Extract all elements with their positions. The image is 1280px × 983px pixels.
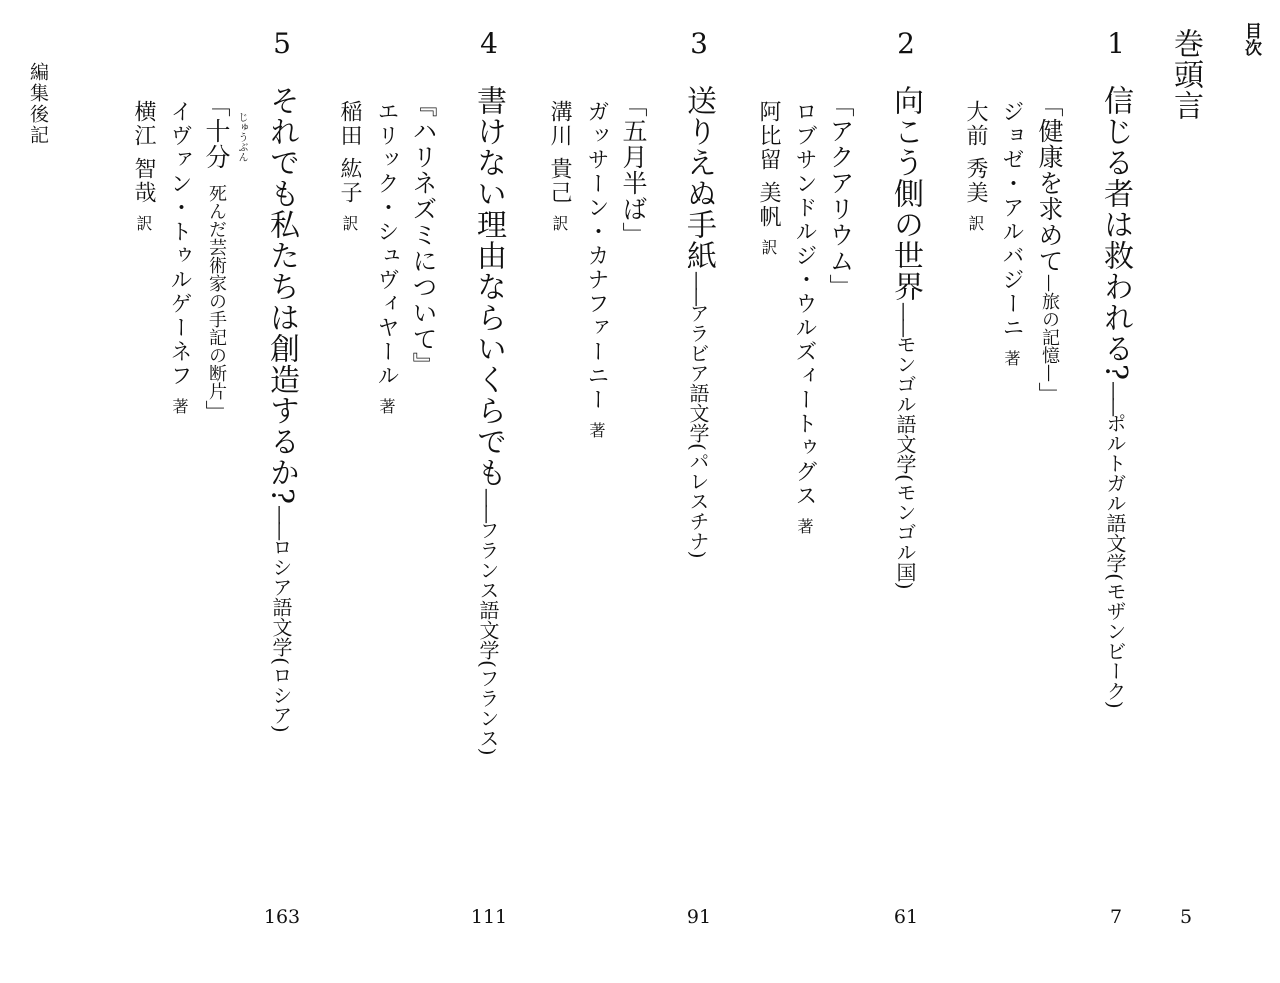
chapter-1-dash: —— bbox=[1103, 381, 1127, 414]
chapter-1-story-close: 」 bbox=[1035, 382, 1064, 408]
chapter-2-translator-role: 訳 bbox=[759, 239, 778, 255]
chapter-5-page-number: 163 bbox=[263, 906, 301, 928]
chapter-3-page-number: 91 bbox=[686, 906, 712, 928]
chapter-1-story-title[interactable] bbox=[1037, 92, 1062, 408]
chapter-4-author-role: 著 bbox=[377, 398, 396, 414]
chapter-5-translator bbox=[132, 100, 154, 231]
chapter-1-title: 信じる者は救われる? bbox=[1098, 85, 1133, 382]
chapter-5-number: 5 bbox=[273, 27, 291, 60]
chapter-5-dash: —— bbox=[269, 505, 293, 538]
chapter-5-translator-role: 訳 bbox=[134, 215, 153, 231]
chapter-5-story-open: 「 bbox=[202, 92, 231, 118]
chapter-1-language: ポルトガル語文学(モザンビーク) bbox=[1103, 413, 1127, 709]
chapter-3-heading[interactable] bbox=[681, 85, 716, 559]
chapter-1-translator bbox=[964, 100, 986, 231]
chapter-1-author-role: 著 bbox=[1002, 350, 1021, 366]
chapter-5-author-role: 著 bbox=[170, 398, 189, 414]
chapter-1-author-name: ジョゼ・アルバジーニ bbox=[999, 100, 1024, 340]
chapter-4-page-number: 111 bbox=[470, 906, 508, 928]
chapter-3-translator-role: 訳 bbox=[550, 215, 569, 231]
chapter-3-story-title[interactable]: 「五月半ば」 bbox=[619, 92, 648, 248]
chapter-4-language: フランス語文学(フランス) bbox=[476, 520, 500, 756]
chapter-2-page-number: 61 bbox=[893, 906, 919, 928]
chapter-3-author-role: 著 bbox=[587, 422, 606, 438]
chapter-5-heading[interactable] bbox=[264, 85, 299, 733]
chapter-3-language: アラビア語文学(パレスチナ) bbox=[686, 303, 710, 559]
chapter-2-author bbox=[793, 100, 815, 534]
chapter-2-language: モンゴル語文学(モンゴル国) bbox=[893, 334, 917, 590]
chapter-5-story-kanji: 十分 bbox=[202, 118, 231, 170]
afterword-title[interactable]: 編集後記 bbox=[27, 62, 49, 146]
chapter-2-number: 2 bbox=[897, 27, 915, 60]
chapter-2-title: 向こう側の世界 bbox=[888, 85, 923, 302]
chapter-5-author bbox=[168, 100, 190, 414]
chapter-4-translator-role: 訳 bbox=[340, 215, 359, 231]
chapter-2-story-title[interactable]: 「アクアリウム」 bbox=[826, 92, 855, 300]
chapter-3-dash: —— bbox=[686, 271, 710, 303]
chapter-1-translator-name: 大前 秀美 bbox=[963, 100, 988, 205]
front-matter-title[interactable]: 巻頭言 bbox=[1168, 28, 1203, 121]
chapter-5-story-title[interactable] bbox=[204, 92, 229, 426]
chapter-4-translator bbox=[338, 100, 360, 231]
chapter-3-number: 3 bbox=[690, 27, 708, 60]
chapter-5-story-close: 」 bbox=[202, 400, 231, 426]
chapter-4-number: 4 bbox=[480, 27, 498, 60]
chapter-4-author-name: エリック・シュヴィヤール bbox=[374, 100, 399, 388]
chapter-2-dash: —— bbox=[893, 302, 917, 334]
chapter-1-author bbox=[1000, 100, 1022, 366]
chapter-1-story-subtitle: —旅の記憶— bbox=[1039, 274, 1060, 382]
chapter-5-author-name: イヴァン・トゥルゲーネフ bbox=[167, 100, 192, 388]
chapter-2-translator-name: 阿比留 美帆 bbox=[756, 100, 781, 229]
chapter-2-translator bbox=[757, 100, 779, 255]
chapter-5-title: それでも私たちは創造するか? bbox=[264, 85, 299, 506]
chapter-2-heading[interactable] bbox=[888, 85, 923, 590]
chapter-4-title: 書けない理由ならいくらでも bbox=[471, 85, 506, 488]
chapter-1-heading[interactable] bbox=[1098, 85, 1133, 709]
chapter-3-translator bbox=[548, 100, 570, 231]
chapter-3-translator-name: 溝川 貴己 bbox=[547, 100, 572, 205]
chapter-1-page-number: 7 bbox=[1109, 906, 1123, 928]
chapter-5-language: ロシア語文学(ロシア) bbox=[269, 537, 293, 733]
chapter-4-translator-name: 稲田 紘子 bbox=[337, 100, 362, 205]
chapter-4-heading[interactable] bbox=[471, 85, 506, 756]
chapter-4-story-title[interactable]: 『ハリネズミについて』 bbox=[409, 92, 438, 378]
chapter-3-author bbox=[585, 100, 607, 438]
chapter-4-author bbox=[375, 100, 397, 414]
chapter-3-author-name: ガッサーン・カナファーニー bbox=[584, 100, 609, 412]
chapter-3-title: 送りえぬ手紙 bbox=[681, 85, 716, 271]
chapter-4-dash: —— bbox=[476, 488, 500, 520]
chapter-5-story-ruby: じゅうぶん bbox=[236, 112, 247, 162]
chapter-5-story-subtitle: 死んだ芸術家の手記の断片 bbox=[206, 184, 227, 400]
toc-heading: 目次 bbox=[1241, 22, 1261, 56]
chapter-1-translator-role: 訳 bbox=[966, 215, 985, 231]
chapter-1-story-main: 「健康を求めて bbox=[1035, 92, 1064, 274]
chapter-5-translator-name: 横江 智哉 bbox=[131, 100, 156, 205]
chapter-2-author-role: 著 bbox=[795, 518, 814, 534]
chapter-2-author-name: ロブサンドルジ・ウルズィートゥグス bbox=[792, 100, 817, 508]
chapter-1-number: 1 bbox=[1107, 27, 1125, 60]
front-matter-page-number: 5 bbox=[1179, 906, 1193, 928]
